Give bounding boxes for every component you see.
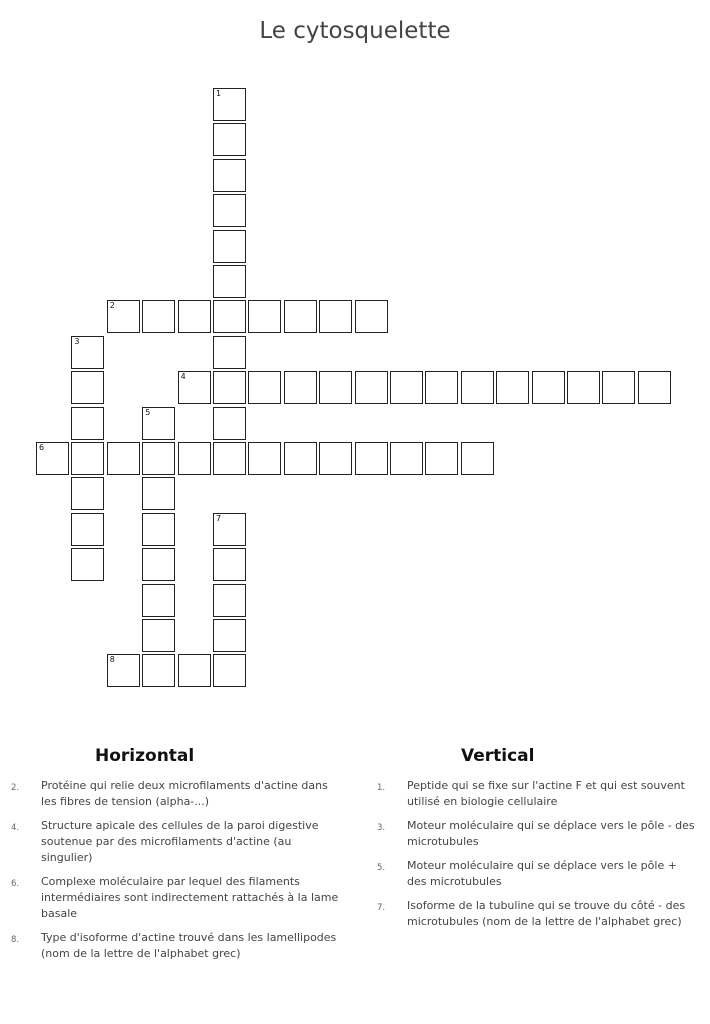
crossword-cell[interactable] bbox=[71, 371, 104, 404]
clue-text: Complexe moléculaire par lequel des filaments intermédiaires sont indirectement rattachés à la lame basale bbox=[41, 875, 339, 920]
crossword-cell[interactable] bbox=[71, 548, 104, 581]
crossword-cell[interactable] bbox=[178, 300, 211, 333]
cell-number: 5 bbox=[145, 407, 151, 417]
cell-number: 3 bbox=[74, 336, 80, 346]
crossword-cell[interactable] bbox=[142, 442, 175, 475]
clue-text: Moteur moléculaire qui se déplace vers le pôle + des microtubules bbox=[407, 859, 677, 888]
clue-vertical-7 bbox=[377, 898, 699, 930]
clue-number: 8. bbox=[11, 935, 20, 945]
crossword-cell[interactable] bbox=[178, 442, 211, 475]
crossword-cell[interactable] bbox=[567, 371, 600, 404]
cell-number: 7 bbox=[216, 513, 222, 523]
crossword-cell[interactable] bbox=[602, 371, 635, 404]
crossword-cell[interactable] bbox=[284, 300, 317, 333]
crossword-cell[interactable] bbox=[638, 371, 671, 404]
crossword-cell[interactable] bbox=[142, 654, 175, 687]
horizontal-heading: Horizontal bbox=[95, 746, 195, 766]
clue-vertical-1 bbox=[377, 778, 699, 810]
clue-horizontal-2 bbox=[11, 778, 341, 810]
crossword-cell[interactable] bbox=[213, 300, 246, 333]
horizontal-clue-list bbox=[11, 778, 341, 970]
page-title: Le cytosquelette bbox=[259, 18, 451, 44]
crossword-cell[interactable] bbox=[213, 584, 246, 617]
crossword-cell[interactable] bbox=[213, 513, 246, 546]
crossword-cell[interactable] bbox=[213, 230, 246, 263]
clue-number: 4. bbox=[11, 823, 20, 833]
crossword-cell[interactable] bbox=[425, 371, 458, 404]
clue-number: 5. bbox=[377, 863, 386, 873]
crossword-cell[interactable] bbox=[71, 513, 104, 546]
crossword-cell[interactable] bbox=[461, 371, 494, 404]
crossword-cell[interactable] bbox=[213, 88, 246, 121]
crossword-cell[interactable] bbox=[107, 300, 140, 333]
crossword-cell[interactable] bbox=[142, 619, 175, 652]
crossword-cell[interactable] bbox=[213, 265, 246, 298]
crossword-cell[interactable] bbox=[355, 300, 388, 333]
clue-text: Peptide qui se fixe sur l'actine F et qui est souvent utilisé en biologie cellulaire bbox=[407, 779, 685, 808]
crossword-cell[interactable] bbox=[213, 548, 246, 581]
crossword-cell[interactable] bbox=[248, 371, 281, 404]
clue-text: Structure apicale des cellules de la paroi digestive soutenue par des microfilaments d'actine (au singulier) bbox=[41, 819, 319, 864]
clue-number: 3. bbox=[377, 823, 386, 833]
clue-number: 6. bbox=[11, 879, 20, 889]
crossword-cell[interactable] bbox=[71, 336, 104, 369]
crossword-cell[interactable] bbox=[496, 371, 529, 404]
crossword-cell[interactable] bbox=[142, 477, 175, 510]
crossword-cell[interactable] bbox=[390, 442, 423, 475]
crossword-cell[interactable] bbox=[213, 336, 246, 369]
clue-number: 7. bbox=[377, 903, 386, 913]
crossword-cell[interactable] bbox=[532, 371, 565, 404]
crossword-cell[interactable] bbox=[213, 619, 246, 652]
cell-number: 1 bbox=[216, 89, 222, 98]
crossword-cell[interactable] bbox=[36, 442, 69, 475]
vertical-clue-list bbox=[377, 778, 699, 938]
crossword-cell[interactable] bbox=[213, 194, 246, 227]
clue-text: Protéine qui relie deux microfilaments d'actine dans les fibres de tension (alpha-...) bbox=[41, 779, 328, 808]
crossword-cell[interactable] bbox=[425, 442, 458, 475]
crossword-cell[interactable] bbox=[213, 159, 246, 192]
cell-number: 2 bbox=[109, 301, 115, 311]
crossword-cell[interactable] bbox=[107, 442, 140, 475]
clue-text: Isoforme de la tubuline qui se trouve du côté - des microtubules (nom de la lettre de l'alphabet grec) bbox=[407, 899, 686, 928]
crossword-cell[interactable] bbox=[284, 371, 317, 404]
crossword-cell[interactable] bbox=[355, 442, 388, 475]
clue-horizontal-6 bbox=[11, 874, 341, 922]
cell-number: 4 bbox=[180, 372, 186, 382]
clue-number: 2. bbox=[11, 783, 20, 793]
crossword-cell[interactable] bbox=[319, 371, 352, 404]
crossword-cell[interactable] bbox=[142, 584, 175, 617]
clue-vertical-3 bbox=[377, 818, 699, 850]
crossword-cell[interactable] bbox=[107, 654, 140, 687]
crossword-cell[interactable] bbox=[355, 371, 388, 404]
clue-vertical-5 bbox=[377, 858, 699, 890]
clue-text: Moteur moléculaire qui se déplace vers le pôle - des microtubules bbox=[407, 819, 695, 848]
cell-number: 6 bbox=[39, 443, 45, 452]
crossword-cell[interactable] bbox=[178, 654, 211, 687]
crossword-cell[interactable] bbox=[284, 442, 317, 475]
clue-number: 1. bbox=[377, 783, 386, 793]
crossword-cell[interactable] bbox=[71, 442, 104, 475]
crossword-cell[interactable] bbox=[213, 371, 246, 404]
crossword-cell[interactable] bbox=[142, 300, 175, 333]
crossword-cell[interactable] bbox=[213, 123, 246, 156]
crossword-cell[interactable] bbox=[319, 300, 352, 333]
crossword-cell[interactable] bbox=[213, 407, 246, 440]
cell-number: 8 bbox=[109, 655, 115, 665]
clue-text: Type d'isoforme d'actine trouvé dans les lamellipodes (nom de la lettre de l'alphabet grec) bbox=[41, 931, 337, 960]
crossword-cell[interactable] bbox=[248, 300, 281, 333]
crossword-cell[interactable] bbox=[390, 371, 423, 404]
crossword-cell[interactable] bbox=[142, 548, 175, 581]
crossword-cell[interactable] bbox=[213, 442, 246, 475]
crossword-cell[interactable] bbox=[319, 442, 352, 475]
clue-horizontal-4 bbox=[11, 818, 341, 866]
vertical-heading: Vertical bbox=[461, 746, 535, 766]
crossword-cell[interactable] bbox=[213, 654, 246, 687]
crossword-cell[interactable] bbox=[71, 477, 104, 510]
crossword-cell[interactable] bbox=[461, 442, 494, 475]
crossword-cell[interactable] bbox=[178, 371, 211, 404]
crossword-cell[interactable] bbox=[142, 513, 175, 546]
crossword-cell[interactable] bbox=[71, 407, 104, 440]
crossword-cell[interactable] bbox=[142, 407, 175, 440]
crossword-cell[interactable] bbox=[248, 442, 281, 475]
clue-horizontal-8 bbox=[11, 930, 341, 962]
